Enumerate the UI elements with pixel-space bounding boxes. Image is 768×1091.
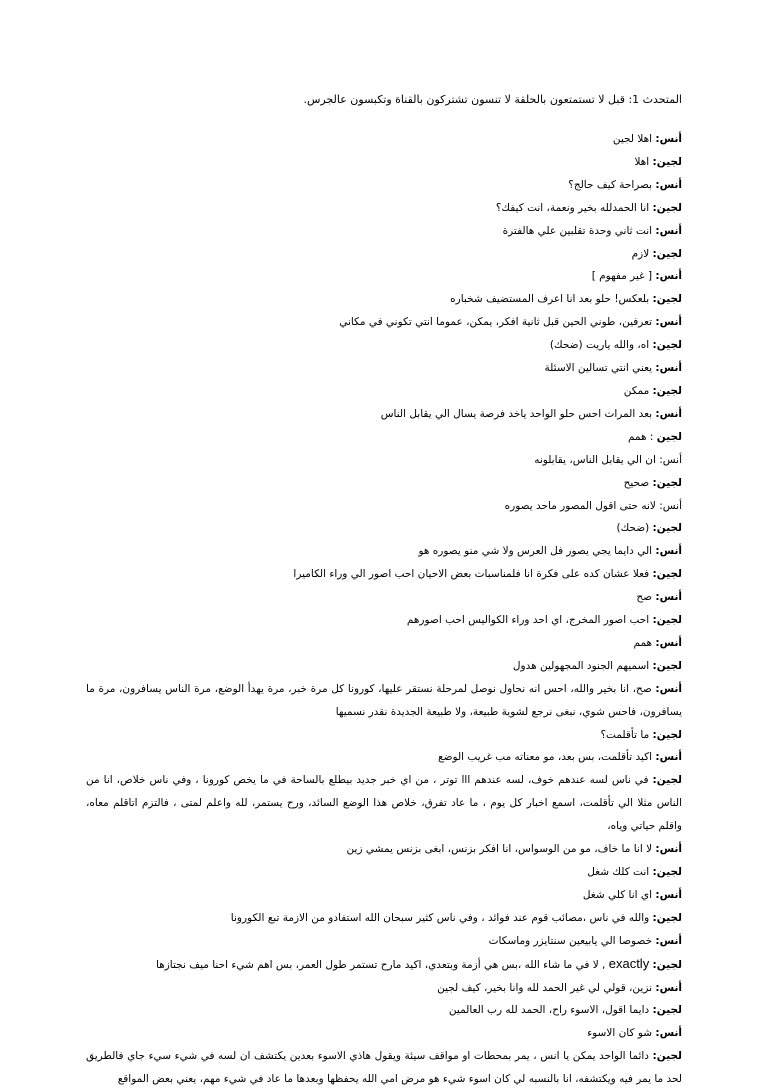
line-text: لانه حتى اقول المصور ماحد يصوره — [504, 499, 660, 512]
line-text: لازم — [631, 247, 653, 260]
transcript-line — [86, 884, 682, 907]
speaker-label: لجين: — [652, 476, 682, 489]
line-text: انت كلك شغل — [587, 866, 653, 878]
line-text: همم — [633, 636, 656, 649]
speaker-label: أنس: — [655, 591, 682, 604]
transcript-line — [86, 655, 682, 678]
speaker-label: لجين: — [652, 728, 682, 741]
speaker-label: أنس: — [655, 224, 682, 237]
line-text: بلعكس! حلو بعد انا اعرف المستضيف شخباره — [450, 293, 653, 306]
line-text: انا الحمدلله بخير ونعمة، انت كيفك؟ — [495, 201, 653, 214]
transcript-line — [86, 930, 682, 953]
line-text: صحيح — [623, 476, 653, 489]
speaker-label: أنس: — [655, 545, 682, 558]
line-text: ان الي يقابل الناس، يقابلونه — [534, 453, 660, 466]
speaker-label: لجين: — [652, 659, 682, 672]
line-text: خصوصا الي يابيعين سنتايزر وماسكات — [488, 934, 656, 947]
transcript-line — [86, 861, 682, 884]
speaker-label: لجين: — [652, 247, 682, 260]
transcript-line — [86, 495, 682, 518]
speaker-label: أنس: — [655, 178, 682, 191]
line-text: شو كان الاسوء — [587, 1027, 656, 1040]
speaker-label: أنس: — [655, 270, 682, 283]
line-text: اه، والله ياريت (ضحك) — [549, 339, 653, 352]
transcript-line — [86, 632, 682, 655]
transcript-line — [86, 472, 682, 495]
line-text: اهلا لجين — [612, 133, 656, 145]
speaker-label: لجين: — [652, 1004, 682, 1017]
speaker-label: لجين: — [652, 568, 682, 581]
transcript-line — [86, 357, 682, 380]
line-text: (ضحك) — [616, 522, 653, 535]
transcript-line — [86, 311, 682, 334]
line-text: ما تأقلمت؟ — [600, 728, 653, 741]
transcript-line — [86, 334, 682, 357]
transcript-line — [86, 380, 682, 403]
transcript-line — [86, 174, 682, 197]
line-text: : همم — [627, 430, 657, 443]
speaker-label: أنس: — [655, 888, 682, 901]
speaker-label: أنس: — [655, 362, 682, 375]
line-text: صح، انا بخير والله، احس انه نحاول نوصل لمرحلة نستقر عليها، كورونا كل مرة خبر، مرة يهدأ الوضع، مرة الناس يسافرون، مرة ما يسافرون، فاحس شوي، نبغى نرجع لشوية طبيعة، ولا طبيعة الجديدة نقدر نسميها — [86, 682, 682, 718]
transcript-line — [86, 678, 682, 724]
line-text: احب اصور المخرج، اي احد وراء الكواليس احب اصورهم — [406, 614, 653, 627]
transcript-line — [86, 977, 682, 1000]
speaker-label: لجين: — [652, 339, 682, 352]
speaker-label: أنس: — [655, 843, 682, 856]
speaker-label: أنس: — [655, 981, 682, 994]
speaker-label: أنس: — [655, 682, 682, 695]
transcript-line — [86, 517, 682, 540]
speaker-label: أنس: — [655, 1027, 682, 1040]
transcript-line — [86, 243, 682, 266]
line-text: اي انا كلي شغل — [582, 888, 656, 901]
transcript-line — [86, 1045, 682, 1091]
speaker-label: لجين: — [652, 155, 682, 168]
speaker-label: لجين: — [652, 522, 682, 535]
transcript-line — [86, 128, 682, 151]
speaker-label: أنس: — [659, 453, 682, 466]
transcript-line — [86, 220, 682, 243]
transcript-line — [86, 769, 682, 838]
line-text: لا انا ما خاف، مو من الوسواس، انا افكر بزنس، ابغى بزنس يمشي زين — [346, 843, 656, 856]
speaker-label: لجين — [656, 430, 682, 443]
transcript-line — [86, 724, 682, 747]
speaker-label: أنس: — [655, 636, 682, 649]
line-text: دائما الواحد يمكن يا انس ، يمر بمحطات او مواقف سيئة ويقول هاذي الاسوء بعدين يكتشف ان لسه في شيء سيء جاي فالطريق لحد ما يمر فيه ويكتشفه، انا بالنسبه لي كان اسوء شيء هو مرض امي الله يحفظها وبعدها ما عاد في شيء مهم، يعني بعض المواقع — [86, 1050, 682, 1086]
transcript-line — [86, 540, 682, 563]
line-text: والله في ناس ،مصائب قوم عند فوائد ، وفي ناس كثير سبحان الله استفادو من الازمة تبع الكورونا — [230, 911, 653, 924]
transcript-line — [86, 265, 682, 288]
line-text: نزين، قولي لي غير الحمد لله وانا بخير، كيف لجين — [437, 981, 656, 994]
transcript-line — [86, 197, 682, 220]
line-text: في ناس لسه عندهم خوف، لسه عندهم ااا توتر ، من اي خبر جديد بيطلع بالساحة في ما يخص كورونا ، وفي ناس خلاص، انا من الناس مثلا الي تأقلمت، اسمع اخبار كل يوم ، ما عاد تفرق، خلاص هذا الوضع السائد، ورح يستمر، لله واعلم لمتى ، فالتزم اتاقلم معاه، واقلم حياتي وياه، — [86, 774, 682, 833]
line-text: دايما اقول، الاسوء راح، الحمد لله رب العالمين — [448, 1004, 653, 1017]
line-text: بصراحة كيف حالج؟ — [568, 178, 656, 191]
transcript-line — [86, 586, 682, 609]
transcript-line — [86, 563, 682, 586]
speaker-label: لجين: — [652, 911, 682, 924]
transcript-line — [86, 953, 682, 977]
line-text: انت ثاني وحدة تقلبين علي هالفترة — [502, 224, 656, 237]
speaker-label: لجين: — [652, 293, 682, 306]
speaker-label: أنس: — [655, 133, 682, 145]
line-text: ممكن — [623, 384, 653, 397]
speaker-label: لجين: — [652, 774, 682, 787]
line-text: اكيد تأقلمت، بس بعد، مو معناته مب غريب الوضع — [438, 751, 656, 764]
transcript-line — [86, 426, 682, 449]
transcript-line — [86, 907, 682, 930]
speaker-label: أنس: — [655, 934, 682, 947]
document-header: المتحدث 1: قبل لا تستمتعون بالحلقة لا تنسون تشتركون بالقناة وتكبسون عالجرس. — [303, 93, 682, 106]
line-text: اهلا — [634, 155, 653, 168]
line-text: , لا في ما شاء الله ،بس هي أزمة وبتعدي، اكيد مارح تستمر طول العمر، بس اهم شيء احنا ميف نجتازها — [156, 958, 609, 971]
line-text: تعرفين، طوني الحين قبل ثانية افكر، يمكن، عموما انتي تكوني في مكاني — [339, 316, 656, 329]
speaker-label: أنس: — [659, 499, 682, 512]
line-text: اسميهم الجنود المجهولين هدول — [512, 659, 653, 672]
speaker-label: أنس: — [655, 751, 682, 764]
transcript-line — [86, 999, 682, 1022]
speaker-label: لجين: — [652, 201, 682, 214]
transcript-line — [86, 449, 682, 472]
line-text: يعني انتي تسالين الاسئلة — [544, 362, 656, 375]
transcript-line — [86, 288, 682, 311]
transcript-line — [86, 1022, 682, 1045]
transcript-line — [86, 838, 682, 861]
speaker-label: لجين: — [652, 614, 682, 627]
line-text: بعد المرات احس حلو الواحد ياخد فرصة يسال الي يقابل الناس — [380, 407, 656, 420]
transcript — [86, 128, 682, 1091]
line-text: فعلا عشان كده على فكرة انا فلمناسبات بعض الاحيان احب اصور الي وراء الكاميرا — [293, 568, 653, 581]
speaker-label: لجين: — [652, 958, 682, 971]
speaker-label: أنس: — [655, 407, 682, 420]
transcript-line — [86, 746, 682, 769]
speaker-label: لجين: — [652, 866, 682, 878]
transcript-line — [86, 151, 682, 174]
speaker-label: لجين: — [652, 1050, 682, 1063]
latin-word: exactly — [608, 955, 650, 971]
line-text: صح — [636, 591, 656, 604]
line-text: [ غير مفهوم ] — [591, 270, 656, 283]
transcript-line — [86, 609, 682, 632]
transcript-line — [86, 403, 682, 426]
line-text: الي دايما يجي يصور فل العرس ولا شي منو يصوره هو — [418, 545, 656, 558]
speaker-label: أنس: — [655, 316, 682, 329]
speaker-label: لجين: — [652, 384, 682, 397]
